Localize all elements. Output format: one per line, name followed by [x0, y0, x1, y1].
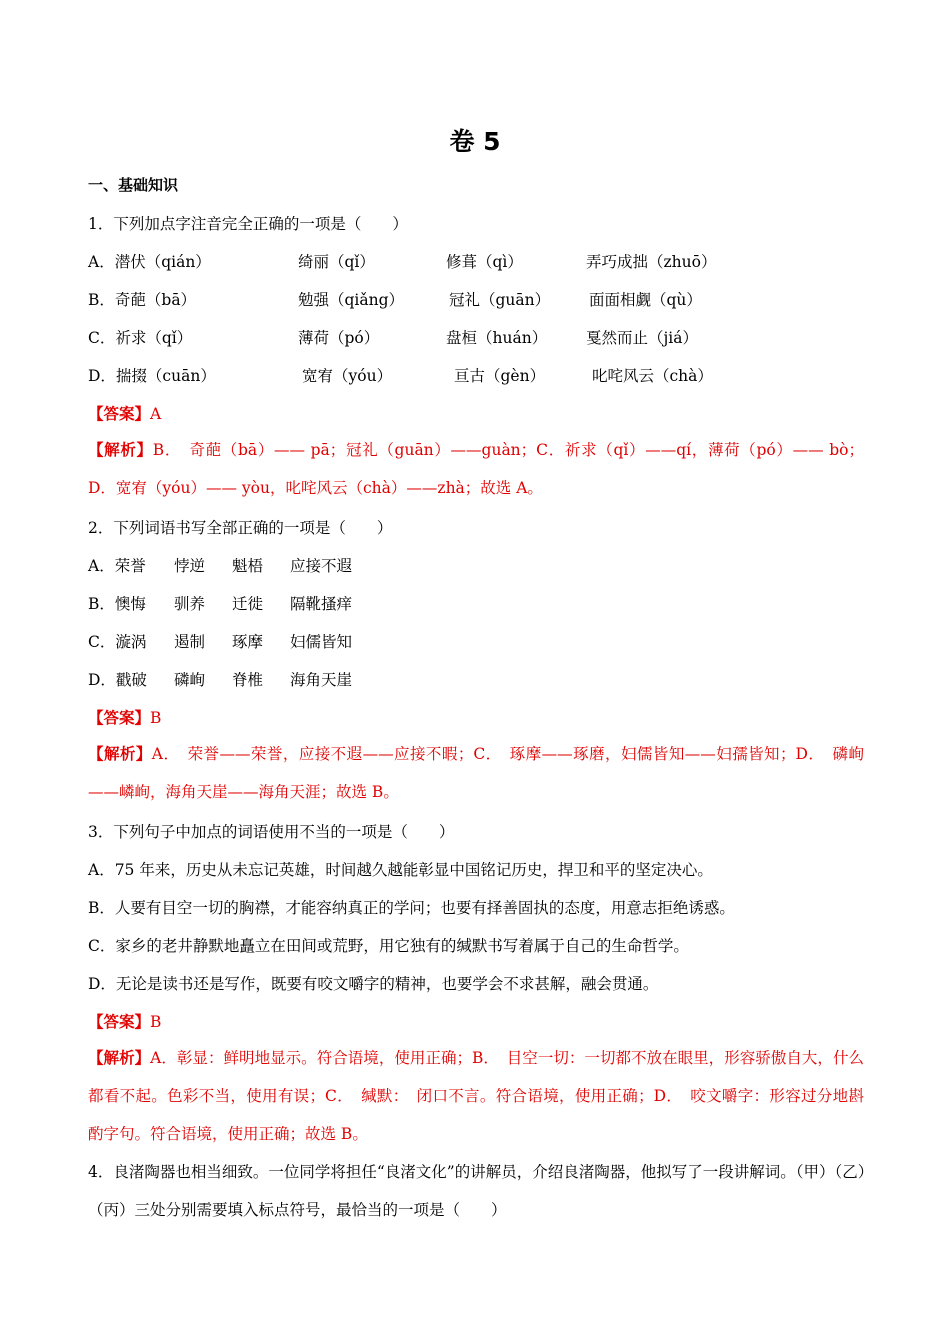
q1-stem: 1．下列加点字注音完全正确的一项是（ ）	[88, 215, 408, 233]
answer-label: 【答案】	[88, 1013, 151, 1031]
q2-option-a-3: 魁梧	[232, 557, 264, 575]
q2-option-d-3: 脊椎	[232, 671, 264, 689]
q2-option-c-2: 遏制	[174, 633, 206, 651]
q2-option-c-4: 妇儒皆知	[290, 633, 353, 651]
q2-option-d-4: 海角天崖	[290, 671, 353, 689]
analysis-label: 【解析】	[88, 1049, 151, 1067]
answer-value: B	[150, 1013, 162, 1031]
answer-value: B	[150, 709, 162, 727]
q2-answer	[88, 706, 161, 728]
q2-stem: 2．下列词语书写全部正确的一项是（ ）	[88, 519, 393, 537]
section-heading: 一、基础知识	[88, 176, 179, 194]
answer-value: A	[150, 405, 162, 423]
answer-label: 【答案】	[88, 405, 151, 423]
page-title: 卷 5	[449, 127, 501, 156]
q1-option-c-4: 戛然而止（jiá）	[586, 329, 699, 347]
q3-answer	[88, 1010, 161, 1032]
q1-option-d-4: 叱咤风云（chà）	[592, 367, 713, 385]
q2-option-b-2: 驯养	[174, 595, 206, 613]
q2-option-a-4: 应接不遐	[290, 557, 353, 575]
q3-stem: 3．下列句子中加点的词语使用不当的一项是（ ）	[88, 823, 455, 841]
q2-option-a-1: A．荣誉	[88, 557, 146, 575]
q1-option-b-4: 面面相觑（qù）	[589, 291, 702, 309]
q2-option-b-4: 隔靴搔痒	[290, 595, 353, 613]
q1-analysis	[88, 431, 864, 507]
answer-label: 【答案】	[88, 709, 151, 727]
q1-option-a-3: 修葺（qì）	[446, 253, 523, 271]
analysis-text: B． 奇葩（bā）—— pā；冠礼（guān）——guàn；C．祈求（qǐ）——qí，薄荷（pó）—— bò；D．宽宥（yóu）—— yòu，叱咤风云（chà）——zhà；故选 A。	[88, 441, 864, 497]
q3-analysis	[88, 1039, 864, 1153]
q2-option-b-3: 迁徙	[232, 595, 264, 613]
q1-option-d-2: 宽宥（yóu）	[302, 367, 393, 385]
q2-option-c-3: 琢摩	[232, 633, 264, 651]
q2-analysis	[88, 735, 864, 811]
q1-option-a-1: A．潜伏（qián）	[88, 253, 211, 271]
q2-option-d-2: 磷峋	[174, 671, 206, 689]
q4-stem: 4．良渚陶器也相当细致。一位同学将担任“良渚文化”的讲解员，介绍良渚陶器，他拟写了一段讲解词。（甲）（乙）（丙）三处分别需要填入标点符号，最恰当的一项是（ ）	[88, 1163, 874, 1219]
q3-option-d: D．无论是读书还是写作，既要有咬文嚼字的精神，也要学会不求甚解，融会贯通。	[88, 975, 659, 993]
q1-option-c-2: 薄荷（pó）	[298, 329, 380, 347]
analysis-text: A． 荣誉——荣誉，应接不遐——应接不暇；C． 琢摩——琢磨，妇儒皆知——妇孺皆知；D． 磷峋——嶙峋，海角天崖——海角天涯；故选 B。	[88, 745, 864, 801]
q3-option-b: B．人要有目空一切的胸襟，才能容纳真正的学问；也要有择善固执的态度，用意志拒绝诱惑。	[88, 899, 735, 917]
q1-option-a-2: 绮丽（qǐ）	[298, 253, 375, 271]
analysis-label: 【解析】	[88, 745, 152, 763]
q2-option-b-1: B．懊悔	[88, 595, 146, 613]
q1-option-c-3: 盘桓（huán）	[446, 329, 548, 347]
q1-option-c-1: C．祈求（qǐ）	[88, 329, 193, 347]
q1-option-b-3: 冠礼（guān）	[449, 291, 551, 309]
q3-option-c: C．家乡的老井静默地矗立在田间或荒野，用它独有的缄默书写着属于自己的生命哲学。	[88, 937, 689, 955]
q1-option-d-1: D．揣掇（cuān）	[88, 367, 216, 385]
q1-option-b-1: B．奇葩（bā）	[88, 291, 197, 309]
q1-answer	[88, 402, 161, 424]
q3-option-a: A．75 年来，历史从未忘记英雄，时间越久越能彰显中国铭记历史，捍卫和平的坚定决心。	[88, 861, 713, 879]
analysis-text: A．彰显：鲜明地显示。符合语境，使用正确；B． 目空一切：一切都不放在眼里，形容骄傲自大，什么都看不起。色彩不当，使用有误；C． 缄默： 闭口不言。符合语境，使用正确；D． 咬文嚼字：形容过分地斟酌字句。符合语境，使用正确；故选 B。	[88, 1049, 864, 1143]
q1-option-a-4: 弄巧成拙（zhuō）	[586, 253, 717, 271]
q1-option-b-2: 勉强（qiǎng）	[298, 291, 405, 309]
q2-option-c-1: C．漩涡	[88, 633, 147, 651]
q1-option-d-3: 亘古（gèn）	[454, 367, 546, 385]
q2-option-d-1: D．戳破	[88, 671, 147, 689]
q2-option-a-2: 悖逆	[174, 557, 206, 575]
analysis-label: 【解析】	[88, 441, 153, 459]
